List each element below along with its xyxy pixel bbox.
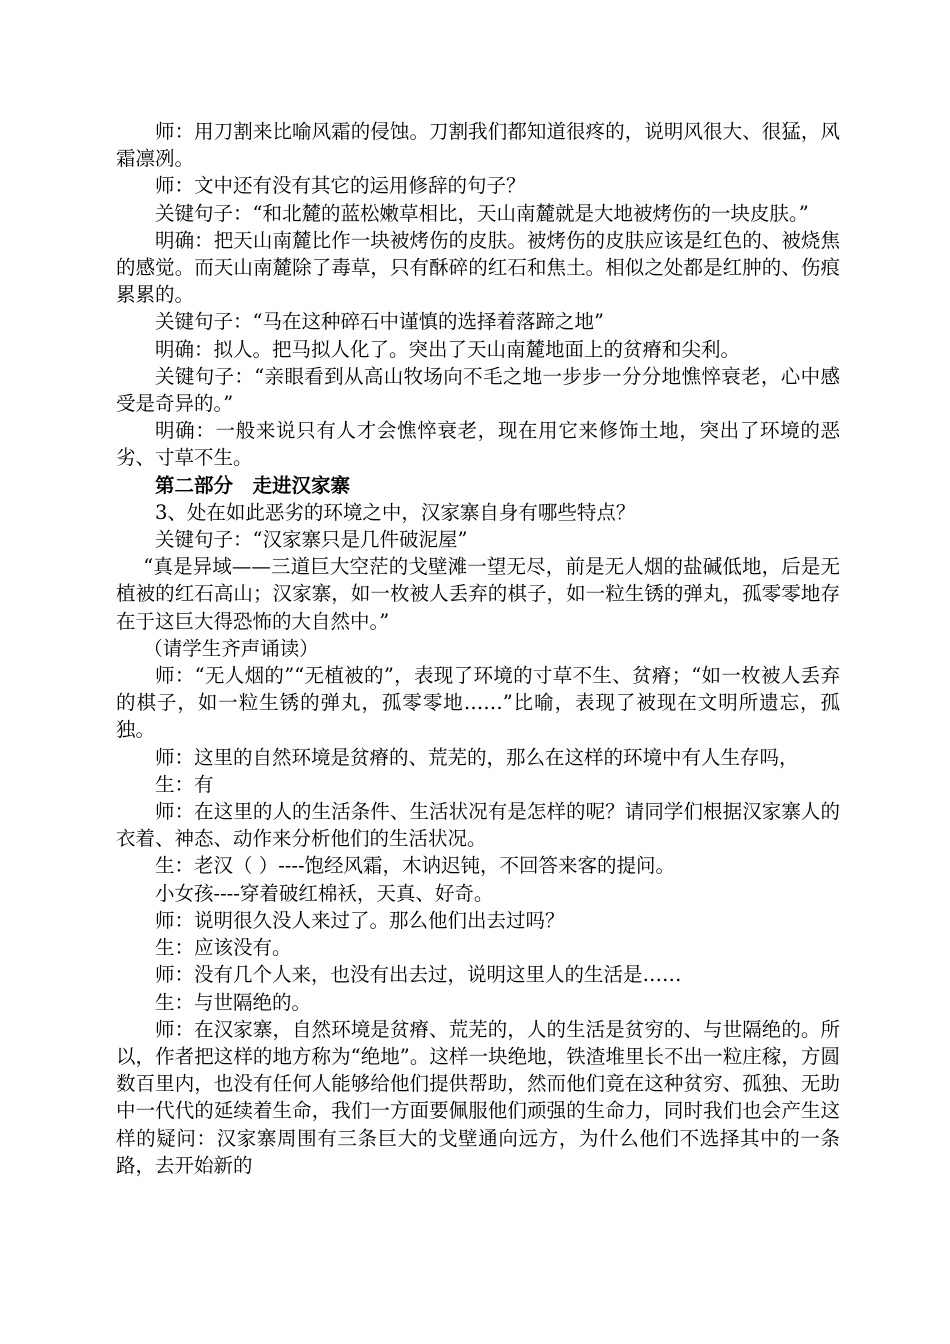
paragraph-quote-alien-land: “真是异域——三道巨大空茫的戈壁滩一望无尽，前是无人烟的盐碱低地，后是无植被的红石高山；汉家寨，如一枚被人丢弃的棋子，如一粒生锈的弹丸，孤零零地存在于这巨大得恐怖的大自然中。” [116, 555, 840, 633]
paragraph-teacher-living-conditions: 师：在这里的人的生活条件、生活状况有是怎样的呢？请同学们根据汉家寨人的衣着、神态、动作来分析他们的生活状况。 [116, 800, 840, 851]
paragraph-teacher-life-is: 师：没有几个人来，也没有出去过，说明这里人的生活是…… [155, 963, 682, 987]
paragraph-student-isolated: 生：与世隔绝的。 [155, 990, 312, 1014]
paragraph-clarify-aging: 明确：一般来说只有人才会憔悴衰老，现在用它来修饰土地，突出了环境的恶劣、寸草不生。 [116, 419, 840, 470]
paragraph-key-sentence-skin: 关键句子：“和北麓的蓝松嫩草相比，天山南麓就是大地被烤伤的一块皮肤。” [155, 201, 809, 225]
paragraph-question-three: 3、处在如此恶劣的环境之中，汉家寨自身有哪些特点？ [155, 500, 636, 524]
paragraph-key-sentence-horse: 关键句子：“马在这种碎石中谨慎的选择着落蹄之地” [155, 310, 604, 334]
paragraph-key-sentence-mud-houses: 关键句子：“汉家寨只是几件破泥屋” [155, 528, 468, 552]
paragraph-key-sentence-aging: 关键句子：“亲眼看到从高山牧场向不毛之地一步步一分分地憔悴衰老，心中感受是奇异的。” [116, 364, 840, 416]
paragraph-student-probably-not: 生：应该没有。 [155, 936, 292, 960]
section-heading-part-two: 第二部分 走进汉家寨 [155, 473, 351, 497]
paragraph-teacher-question-rhetoric: 师：文中还有没有其它的运用修辞的句子？ [155, 174, 526, 198]
paragraph-student-old-man: 生：老汉（ ）----饱经风霜，木讷迟钝，不回答来客的提问。 [155, 854, 676, 878]
paragraph-read-aloud-note: （请学生齐声诵读） [143, 636, 319, 660]
paragraph-teacher-knife-metaphor: 师：用刀割来比喻风霜的侵蚀。刀割我们都知道很疼的，说明风很大、很猛，风霜凛冽。 [116, 120, 840, 171]
paragraph-teacher-analysis-quote: 师：“无人烟的”“无植被的”，表现了环境的寸草不生、贫瘠；“如一枚被人丢弃的棋子，如一粒生锈的弹丸，孤零零地……”比喻，表现了被现在文明所遗忘，孤独。 [116, 664, 840, 742]
paragraph-student-yes: 生：有 [155, 772, 214, 796]
paragraph-teacher-nobody-came: 师：说明很久没人来过了。那么他们出去过吗？ [155, 908, 565, 932]
paragraph-teacher-desperate-land: 师：在汉家寨，自然环境是贫瘠、荒芜的，人的生活是贫穷的、与世隔绝的。所以，作者把这样的地方称为“绝地”。这样一块绝地，铁渣堆里长不出一粒庄稼，方圆数百里内，也没有任何人能够给他们提供帮助，然而他们竟在这种贫穷、孤独、无助中一代代的延续着生命，我们一方面要佩服他们顽强的生命力，同时我们也会产生这样的疑问：汉家寨周围有三条巨大的戈壁通向远方，为什么他们不选择其中的一条路，去开始新的 [116, 1017, 840, 1177]
paragraph-little-girl: 小女孩----穿着破红棉袄，天真、好奇。 [155, 881, 494, 905]
paragraph-clarify-skin: 明确：把天山南麓比作一块被烤伤的皮肤。被烤伤的皮肤应该是红色的、被烧焦的感觉。而天山南麓除了毒草，只有酥碎的红石和焦土。相似之处都是红肿的、伤痕累累的。 [116, 228, 840, 307]
paragraph-clarify-horse: 明确：拟人。把马拟人化了。突出了天山南麓地面上的贫瘠和尖利。 [155, 337, 741, 361]
document-page [116, 118, 840, 1179]
paragraph-teacher-survival-question: 师：这里的自然环境是贫瘠的、荒芜的，那么在这样的环境中有人生存吗， [155, 745, 799, 769]
